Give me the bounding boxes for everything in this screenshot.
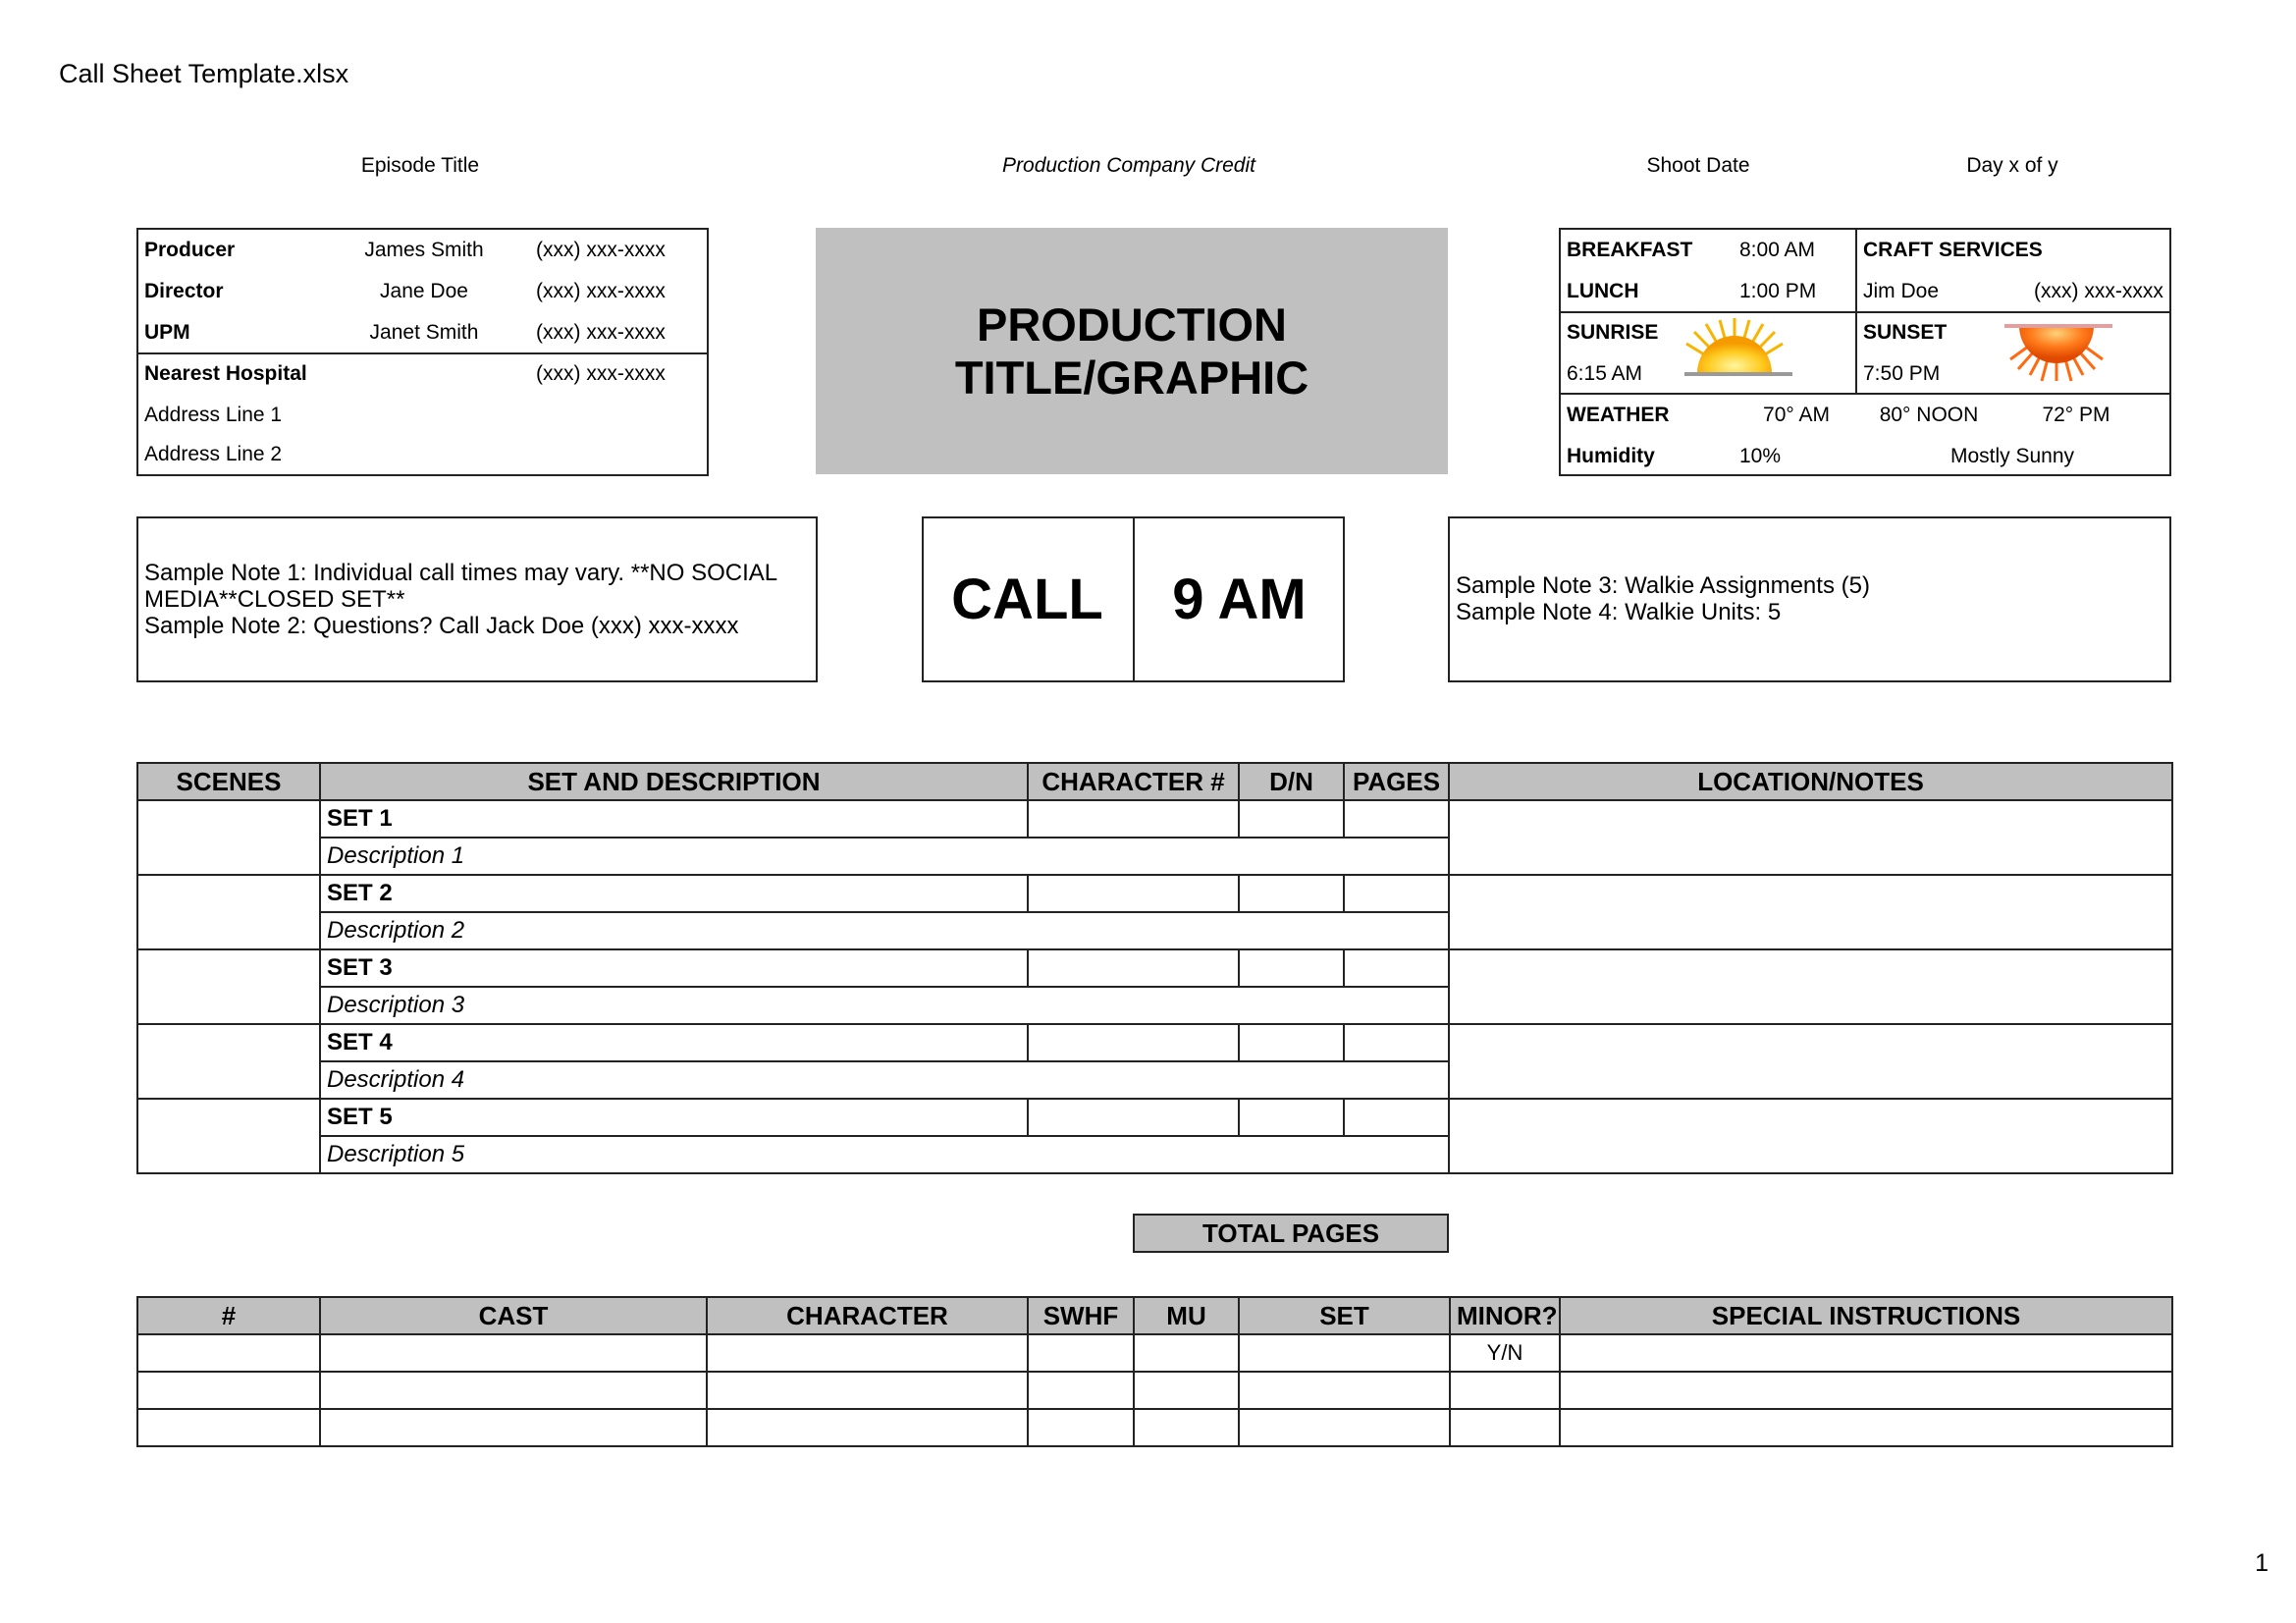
episode-title: Episode Title [360,154,480,177]
lunch-time: 1:00 PM [1739,280,1817,302]
table-row [137,949,2172,987]
dn-cell[interactable] [1239,800,1344,838]
pages-cell[interactable] [1344,875,1449,912]
table-row [137,1334,2172,1372]
set-description: Description 5 [320,1136,1449,1173]
director-name: Jane Doe [380,280,468,302]
breakfast-time: 8:00 AM [1739,239,1816,261]
sunset-icon [1999,320,2114,385]
temp-pm: 72° PM [2042,404,2110,426]
cast-cell[interactable] [1560,1409,2172,1446]
sunset-time: 7:50 PM [1863,362,1941,385]
cast-cell[interactable] [320,1334,707,1372]
cast-cell[interactable] [320,1372,707,1409]
character-cell[interactable] [1028,875,1239,912]
cast-cell[interactable] [1028,1372,1134,1409]
cast-cell[interactable] [1450,1409,1560,1446]
pages-cell[interactable] [1344,1024,1449,1061]
number-header: # [137,1297,320,1334]
location-cell[interactable] [1449,1024,2172,1099]
cast-cell[interactable] [1134,1372,1239,1409]
lunch-label: LUNCH [1567,280,1639,302]
cast-table [136,1296,2173,1447]
divider [136,352,709,354]
weather-conditions: Mostly Sunny [1949,445,2075,467]
scene-cell[interactable] [137,875,320,949]
pages-cell[interactable] [1344,800,1449,838]
scenes-header: SCENES [137,763,320,800]
graphic-line-1: PRODUCTION [977,298,1287,351]
day-of: Day x of y [1966,154,2058,177]
cast-cell[interactable] [137,1372,320,1409]
sunrise-time: 6:15 AM [1567,362,1643,385]
sunrise-icon [1677,316,1792,381]
minor-header: MINOR? [1450,1297,1560,1334]
cast-cell[interactable] [707,1334,1028,1372]
upm-name: Janet Smith [369,321,479,344]
set-description: Description 3 [320,987,1449,1024]
cast-cell[interactable] [1560,1372,2172,1409]
table-row [137,1372,2172,1409]
cast-cell[interactable] [707,1409,1028,1446]
humidity-label: Humidity [1567,445,1655,467]
total-pages: TOTAL PAGES [1133,1214,1449,1253]
table-row [137,1409,2172,1446]
character-header: CHARACTER [707,1297,1028,1334]
upm-label: UPM [144,321,190,344]
cast-cell[interactable] [1560,1334,2172,1372]
address-line-2: Address Line 2 [144,443,283,465]
divider [1855,228,1857,393]
scene-cell[interactable] [137,1024,320,1099]
set-description: Description 2 [320,912,1449,949]
hospital-phone: (xxx) xxx-xxxx [536,362,666,385]
dn-cell[interactable] [1239,1024,1344,1061]
graphic-line-2: TITLE/GRAPHIC [954,351,1309,404]
mu-header: MU [1134,1297,1239,1334]
minor-value[interactable]: Y/N [1450,1334,1560,1372]
table-row [137,800,2172,838]
set-name: SET 2 [320,875,1028,912]
cast-cell[interactable] [1134,1334,1239,1372]
cast-cell[interactable] [1239,1334,1450,1372]
set-name: SET 3 [320,949,1028,987]
sunset-label: SUNSET [1863,321,1948,344]
craft-services-name: Jim Doe [1863,280,1940,302]
character-cell[interactable] [1028,949,1239,987]
set-description: Description 4 [320,1061,1449,1099]
cast-header: CAST [320,1297,707,1334]
cast-cell[interactable] [1134,1409,1239,1446]
divider [1559,311,2171,313]
sunrise-label: SUNRISE [1567,321,1659,344]
cast-cell[interactable] [1239,1372,1450,1409]
location-cell[interactable] [1449,949,2172,1024]
location-cell[interactable] [1449,800,2172,875]
set-name: SET 1 [320,800,1028,838]
cast-cell[interactable] [137,1409,320,1446]
location-cell[interactable] [1449,1099,2172,1173]
character-cell[interactable] [1028,800,1239,838]
craft-services-label: CRAFT SERVICES [1863,239,2043,261]
producer-phone: (xxx) xxx-xxxx [536,239,666,261]
character-cell[interactable] [1028,1099,1239,1136]
cast-cell[interactable] [707,1372,1028,1409]
set-header: SET [1239,1297,1450,1334]
note-line-2: MEDIA**CLOSED SET** [144,586,405,613]
upm-phone: (xxx) xxx-xxxx [536,321,666,344]
producer-name: James Smith [364,239,484,261]
set-name: SET 5 [320,1099,1028,1136]
call-label: CALL [951,568,1103,631]
cast-cell[interactable] [1028,1409,1134,1446]
production-graphic [816,228,1448,474]
page-number: 1 [2255,1549,2269,1577]
cast-cell[interactable] [1239,1409,1450,1446]
cast-cell[interactable] [1028,1334,1134,1372]
producer-label: Producer [144,239,236,261]
dn-cell[interactable] [1239,1099,1344,1136]
temp-noon: 80° NOON [1879,404,1979,426]
divider [1559,393,2171,395]
director-phone: (xxx) xxx-xxxx [536,280,666,302]
table-row [137,1024,2172,1061]
production-company-credit: Production Company Credit [1002,154,1255,177]
cast-header-row [137,1297,2172,1334]
weather-label: WEATHER [1567,404,1670,426]
dn-cell[interactable] [1239,949,1344,987]
table-row [137,875,2172,912]
cast-cell[interactable] [1450,1372,1560,1409]
director-label: Director [144,280,224,302]
note-line-5: Sample Note 4: Walkie Units: 5 [1456,599,1782,625]
note-line-1: Sample Note 1: Individual call times may vary. **NO SOCIAL [144,560,778,586]
scene-cell[interactable] [137,949,320,1024]
pages-header: PAGES [1344,763,1449,800]
swhf-header: SWHF [1028,1297,1134,1334]
special-instructions-header: SPECIAL INSTRUCTIONS [1560,1297,2172,1334]
call-time: 9 AM [1172,568,1307,631]
scenes-header-row [137,763,2172,800]
note-line-3: Sample Note 2: Questions? Call Jack Doe (xxx) xxx-xxxx [144,613,739,639]
breakfast-label: BREAKFAST [1567,239,1693,261]
shoot-date: Shoot Date [1646,154,1750,177]
set-description-header: SET AND DESCRIPTION [320,763,1028,800]
note-line-4: Sample Note 3: Walkie Assignments (5) [1456,572,1870,599]
location-notes-header: LOCATION/NOTES [1449,763,2172,800]
scene-cell[interactable] [137,1099,320,1173]
set-name: SET 4 [320,1024,1028,1061]
cast-cell[interactable] [137,1334,320,1372]
character-number-header: CHARACTER # [1028,763,1239,800]
day-night-header: D/N [1239,763,1344,800]
craft-services-phone: (xxx) xxx-xxxx [2034,280,2163,302]
pages-cell[interactable] [1344,1099,1449,1136]
cast-cell[interactable] [320,1409,707,1446]
file-title: Call Sheet Template.xlsx [59,59,349,88]
table-row [137,1099,2172,1136]
scenes-table [136,762,2173,1174]
character-cell[interactable] [1028,1024,1239,1061]
hospital-label: Nearest Hospital [144,362,307,385]
address-line-1: Address Line 1 [144,404,283,426]
dn-cell[interactable] [1239,875,1344,912]
set-description: Description 1 [320,838,1449,875]
humidity-value: 10% [1739,445,1782,467]
location-cell[interactable] [1449,875,2172,949]
pages-cell[interactable] [1344,949,1449,987]
temp-am: 70° AM [1763,404,1830,426]
scene-cell[interactable] [137,800,320,875]
